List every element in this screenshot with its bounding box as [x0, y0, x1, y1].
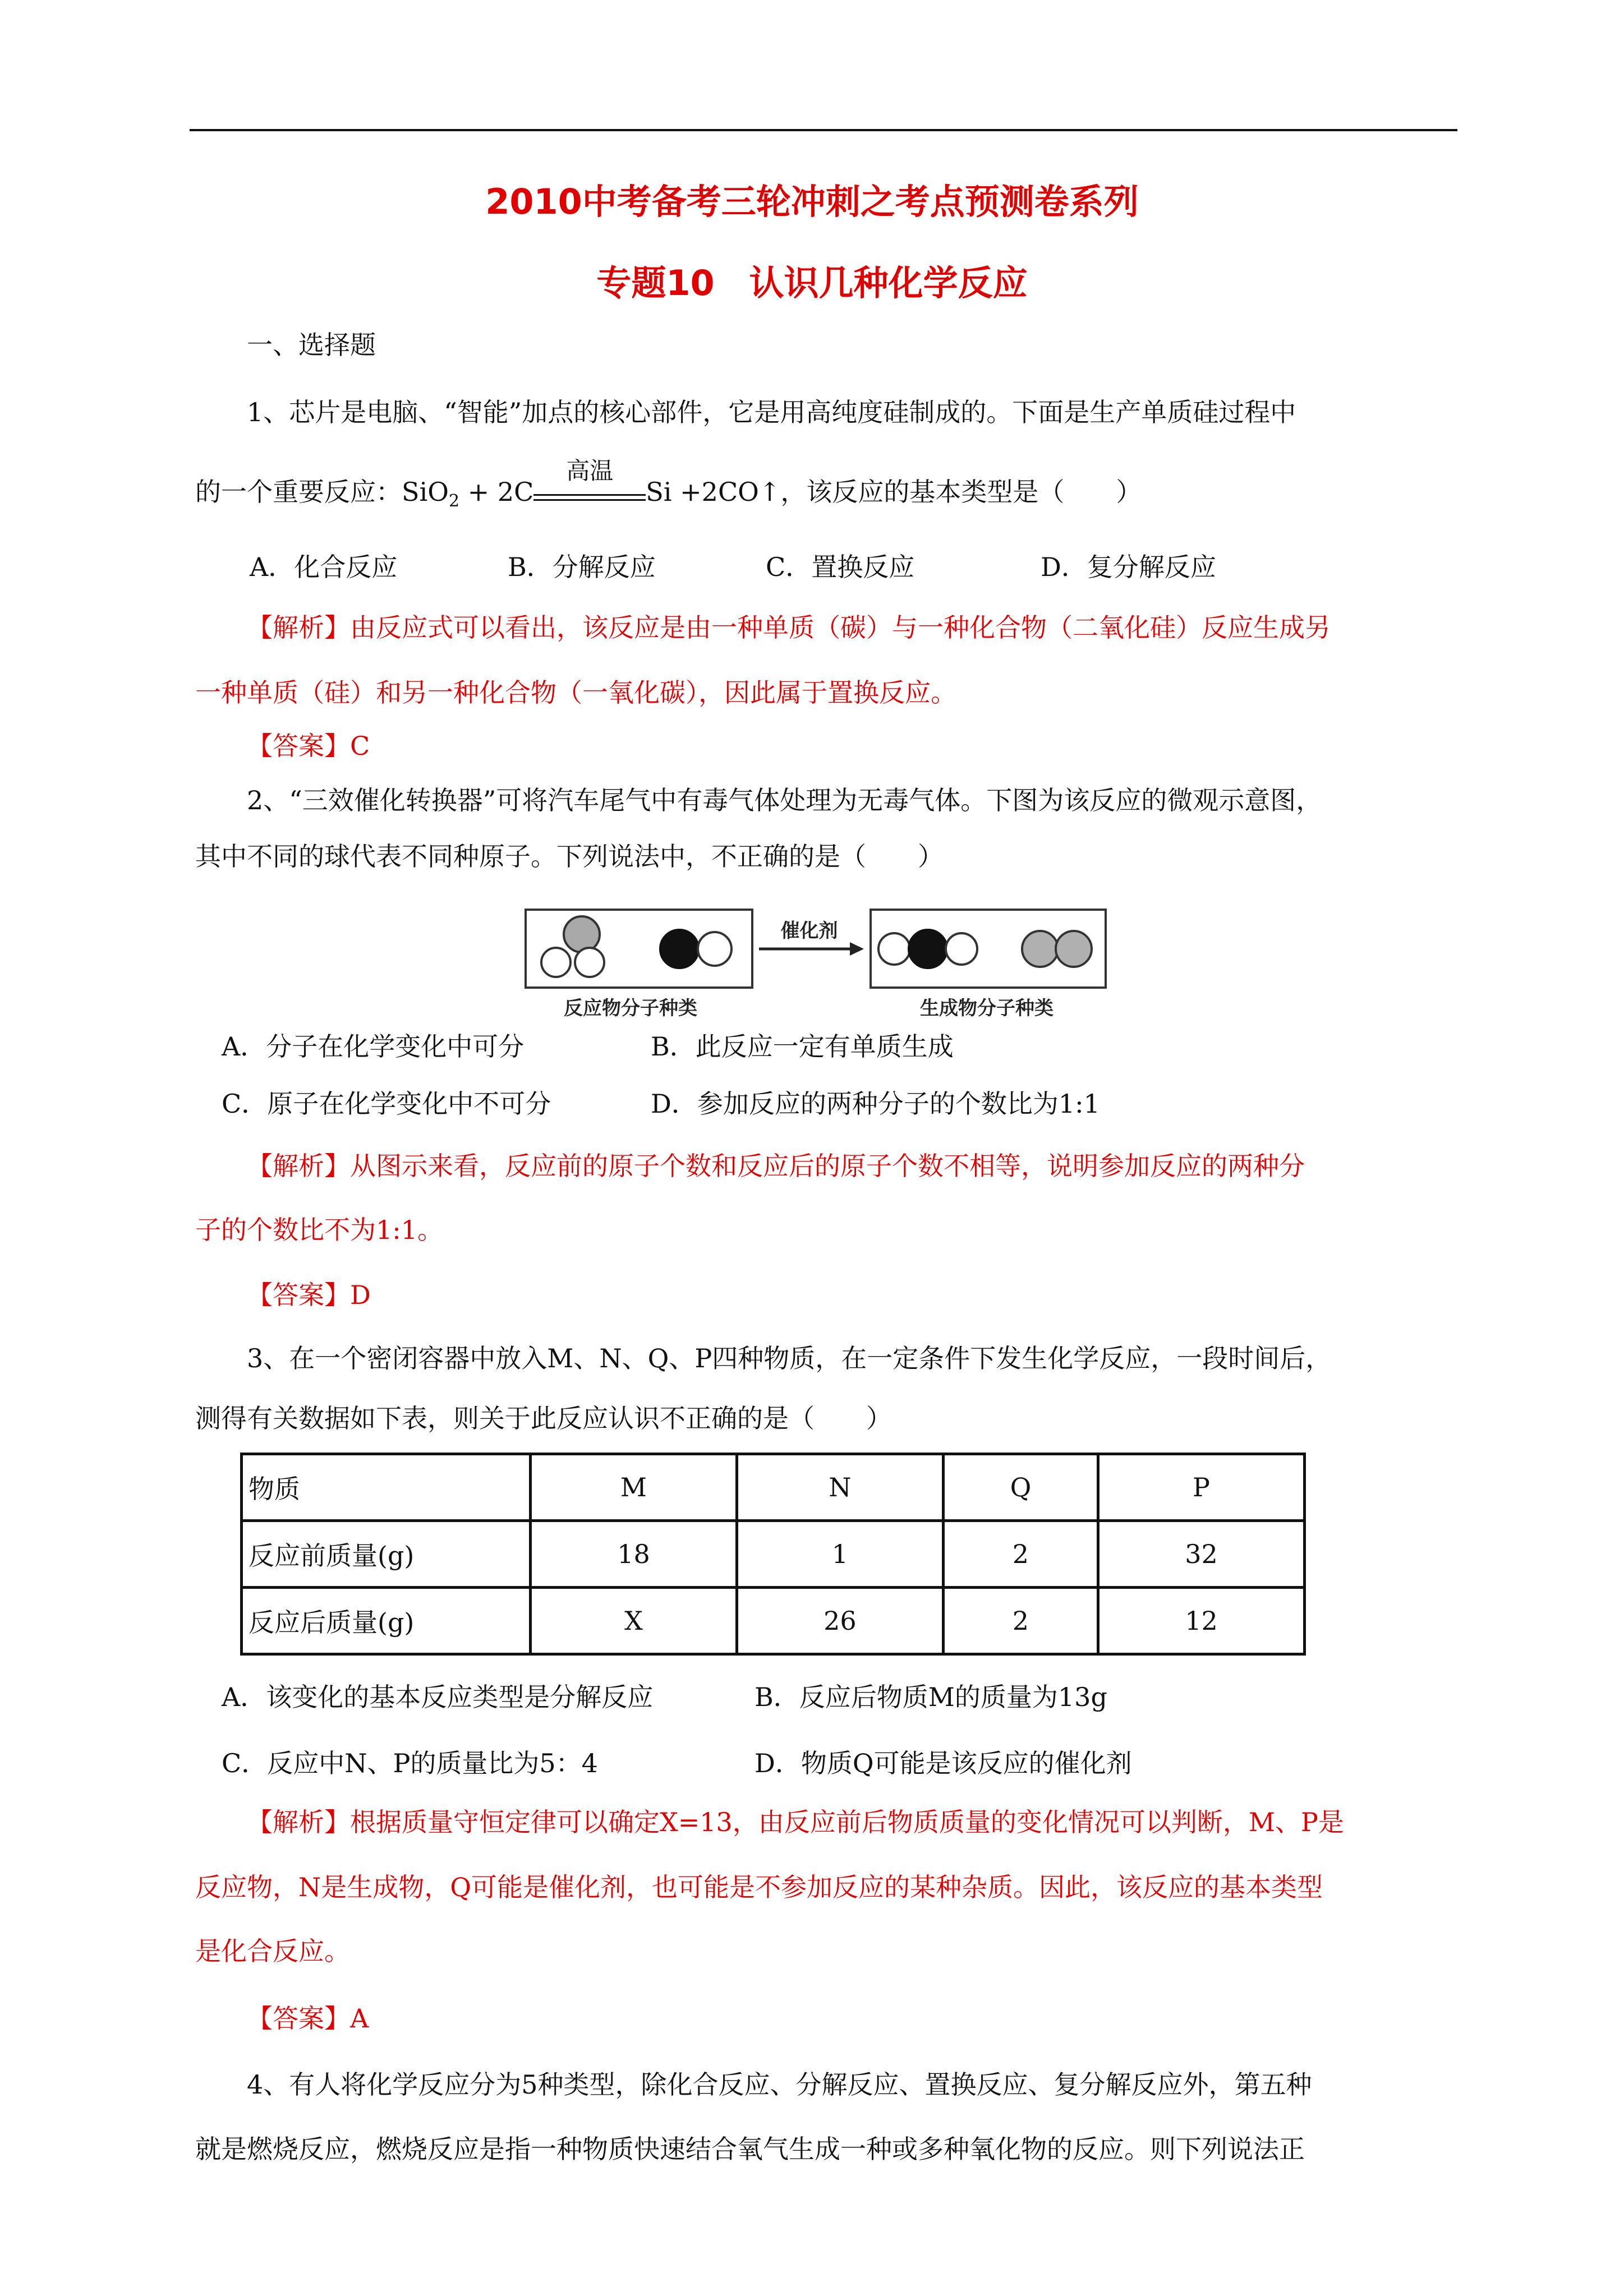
- product-atom-white-1: [878, 933, 910, 965]
- reactant-atom-white-3: [698, 932, 732, 966]
- table-header-cell: Q: [943, 1454, 1098, 1521]
- page-title: 2010中考备考三轮冲刺之考点预测卷系列: [485, 181, 1139, 222]
- table-cell: 1: [737, 1521, 943, 1588]
- q1-line2-mid: + 2C: [459, 477, 534, 507]
- q1-option-b: B．分解反应: [508, 552, 656, 582]
- q2-line2: 其中不同的球代表不同种原子。下列说法中，不正确的是（ ）: [195, 841, 944, 872]
- equals-bar: [533, 494, 646, 501]
- q3-option-b: B．反应后物质M的质量为13g: [755, 1682, 1107, 1712]
- q3-analysis-line2: 反应物，N是生成物，Q可能是催化剂，也可能是不参加反应的某种杂质。因此，该反应的基本类型: [195, 1872, 1323, 1902]
- q3-answer: [247, 2003, 369, 2034]
- products-label: 生成物分子种类: [920, 997, 1053, 1020]
- table-cell: 反应后质量(g): [242, 1588, 531, 1654]
- table-header-cell: 物质: [242, 1454, 531, 1521]
- q3-analysis-line3: 是化合反应。: [195, 1936, 350, 1966]
- q2-option-c: C．原子在化学变化中不可分: [222, 1089, 551, 1119]
- table-cell: 反应前质量(g): [242, 1521, 531, 1588]
- q2-line1: 2、“三效催化转换器”可将汽车尾气中有毒气体处理为无毒气体。下图为该反应的微观示意图，: [247, 785, 1322, 815]
- reaction-condition: [533, 457, 646, 501]
- q3-line1: 3、在一个密闭容器中放入M、N、Q、P四种物质，在一定条件下发生化学反应，一段时间后，: [247, 1343, 1332, 1373]
- q1-line1: 1、芯片是电脑、“智能”加点的核心部件，它是用高纯度硅制成的。下面是生产单质硅过程中: [247, 397, 1296, 427]
- q2-answer: [247, 1280, 371, 1311]
- q4-line1: 4、有人将化学反应分为5种类型，除化合反应、分解反应、置换反应、复分解反应外，第五种: [247, 2069, 1312, 2100]
- q3-option-a: A．该变化的基本反应类型是分解反应: [222, 1682, 654, 1712]
- table-cell: 26: [737, 1588, 943, 1654]
- q1-analysis-line2: 一种单质（硅）和另一种化合物（一氧化碳），因此属于置换反应。: [195, 677, 956, 708]
- table-cell: 2: [943, 1588, 1098, 1654]
- q1-option-a: A．化合反应: [250, 552, 398, 582]
- table-cell: 32: [1098, 1521, 1305, 1588]
- product-atom-grey-2: [1056, 931, 1092, 967]
- q1-answer: [247, 731, 370, 762]
- q2-answer-text: 【答案】D: [247, 1280, 371, 1310]
- reactant-atom-grey: [564, 916, 600, 952]
- table-row: [242, 1588, 1305, 1654]
- table-header-cell: M: [531, 1454, 737, 1521]
- q2-option-d: D．参加反应的两种分子的个数比为1:1: [651, 1089, 1100, 1119]
- q2-option-b: B．此反应一定有单质生成: [651, 1031, 954, 1062]
- q2-option-a: A．分子在化学变化中可分: [222, 1031, 525, 1062]
- reactant-molecules: [527, 911, 751, 986]
- q3-analysis-line1: 【解析】根据质量守恒定律可以确定X=13，由反应前后物质质量的变化情况可以判断，M、P是: [247, 1807, 1344, 1837]
- q2-analysis-line2: 子的个数比不为1:1。: [195, 1215, 444, 1245]
- page-subtitle: 专题10 认识几种化学反应: [596, 262, 1028, 303]
- q1-line2-prefix: 的一个重要反应：SiO: [195, 477, 449, 507]
- q3-option-c: C．反应中N、P的质量比为5：4: [222, 1748, 598, 1778]
- product-atom-white-2: [946, 933, 977, 965]
- reactant-atom-black: [660, 930, 698, 968]
- table-header-row: [242, 1454, 1305, 1521]
- table-cell: 12: [1098, 1588, 1305, 1654]
- q3-option-d: D．物质Q可能是该反应的催化剂: [755, 1748, 1132, 1778]
- q2-analysis-line1: 【解析】从图示来看，反应前的原子个数和反应后的原子个数不相等，说明参加反应的两种分: [247, 1151, 1305, 1181]
- product-atom-black: [909, 930, 947, 968]
- mass-data-table: [240, 1453, 1306, 1656]
- q1-option-c: C．置换反应: [766, 552, 915, 582]
- q1-option-d: D．复分解反应: [1041, 552, 1216, 582]
- table-row: [242, 1521, 1305, 1588]
- product-molecules: [872, 911, 1105, 986]
- reactants-label: 反应物分子种类: [564, 997, 697, 1020]
- header-rule: [190, 129, 1457, 131]
- table-cell: 2: [943, 1521, 1098, 1588]
- table-header-cell: N: [737, 1454, 943, 1521]
- q4-line2: 就是燃烧反应，燃烧反应是指一种物质快速结合氧气生成一种或多种氧化物的反应。则下列说法正: [195, 2134, 1305, 2164]
- products-box: [869, 909, 1107, 989]
- reactant-atom-white-1: [541, 948, 571, 977]
- q3-line2: 测得有关数据如下表，则关于此反应认识不正确的是（ ）: [195, 1403, 892, 1433]
- reaction-diagram: [525, 909, 1102, 1018]
- product-atom-grey-1: [1022, 931, 1058, 967]
- catalyst-label: 催化剂: [780, 920, 838, 942]
- table-cell: X: [531, 1588, 737, 1654]
- q1-line2-suffix: Si +2CO↑，该反应的基本类型是（ ）: [646, 477, 1142, 507]
- q3-answer-text: 【答案】A: [247, 2003, 369, 2034]
- q1-line2: [195, 457, 1142, 511]
- table-cell: 18: [531, 1521, 737, 1588]
- condition-text: 高温: [566, 457, 614, 485]
- section-heading: 一、选择题: [247, 330, 376, 360]
- q1-subscript: 2: [448, 491, 460, 511]
- reactant-atom-white-2: [575, 948, 604, 977]
- table-header-cell: P: [1098, 1454, 1305, 1521]
- reactants-box: [525, 909, 753, 989]
- q1-answer-text: 【答案】C: [247, 731, 370, 761]
- q1-analysis-line1: 【解析】由反应式可以看出，该反应是由一种单质（碳）与一种化合物（二氧化硅）反应生成另: [247, 612, 1331, 643]
